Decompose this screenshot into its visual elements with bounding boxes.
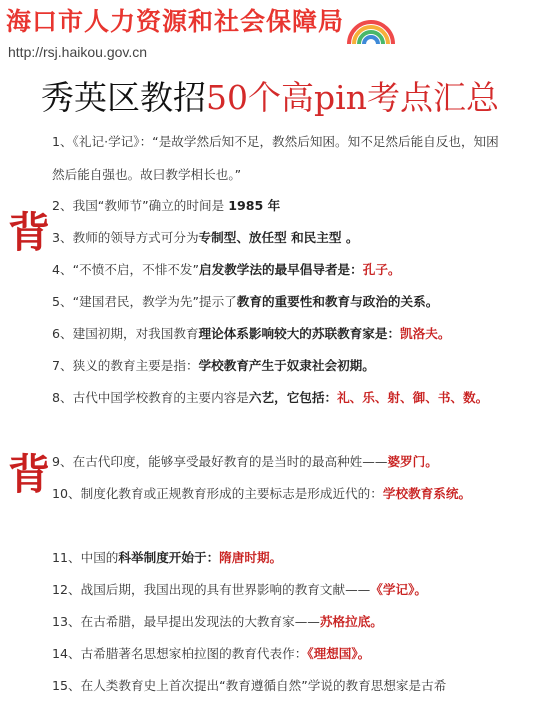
side-mark: 背 (8, 450, 51, 499)
answer-text: 孔子。 (362, 262, 401, 277)
site-url: http://rsj.haikou.gov.cn (8, 44, 148, 60)
list-item (52, 574, 502, 607)
item-text: 11、中国的 (52, 550, 119, 565)
title-part-black: 秀英区教招 (41, 78, 207, 117)
key-text: 1985 年 (228, 198, 281, 213)
answer-text: 婆罗门。 (387, 454, 438, 469)
list-item (52, 638, 502, 671)
answer-text: 凯洛夫。 (400, 326, 451, 341)
list-item (52, 446, 502, 479)
list-item (52, 254, 502, 287)
item-text: 10、制度化教育或正规教育形成的主要标志是形成近代的： (52, 486, 383, 501)
list-item (52, 670, 502, 703)
list-item (52, 126, 502, 191)
list-item (52, 190, 502, 223)
item-text: 13、在古希腊，最早提出发现法的大教育家—— (52, 614, 320, 629)
item-text: 7、狭义的教育主要是指： (52, 358, 199, 373)
answer-text: 隋唐时期。 (219, 550, 283, 565)
key-text: 专制型、放任型 和民主型 。 (198, 230, 359, 245)
rainbow-icon (345, 8, 397, 48)
key-text: 启发教学法的最早倡导者是： (199, 262, 363, 277)
key-text: 六艺，它包括： (248, 390, 338, 405)
key-text: 理论体系影响较大的苏联教育家是： (198, 326, 401, 341)
answer-text: 苏格拉底。 (319, 614, 383, 629)
list-item (52, 478, 502, 511)
list-item (52, 606, 502, 639)
item-text: 12、战国后期，我国出现的具有世界影响的教育文献—— (52, 582, 371, 597)
answer-text: 礼、乐、射、御、书、数。 (337, 390, 489, 405)
key-text: 学校教育产生于奴隶社会初期。 (198, 358, 375, 373)
list-item (52, 222, 502, 255)
item-text: 9、在古代印度，能够享受最好教育的是当时的最高种姓—— (52, 454, 388, 469)
item-text: 5、“建国君民，教学为先”提示了 (52, 294, 237, 309)
key-text: 科举制度开始于： (118, 550, 220, 565)
title-part-red: 50个高pin考点汇总 (206, 78, 499, 117)
item-text: 8、古代中国学校教育的主要内容是 (52, 390, 249, 405)
list-item (52, 542, 502, 575)
site-name: 海口市人力资源和社会保障局 (6, 7, 345, 36)
item-text: 4、“不愤不启，不悱不发” (52, 262, 199, 277)
list-item (52, 382, 502, 415)
item-text: 14、古希腊著名思想家柏拉图的教育代表作： (52, 646, 308, 661)
page-title (0, 72, 540, 119)
answer-text: 《学记》。 (370, 582, 427, 597)
side-mark: 背 (8, 208, 51, 257)
header (0, 0, 540, 122)
item-text: 3、教师的领导方式可分为 (52, 230, 199, 245)
item-text: 1、《礼记·学记》：“是故学然后知不足，教然后知困。知不足然后能自反也，知困然后能自强也。故曰教学相长也。” (52, 134, 499, 182)
key-text: 教育的重要性和教育与政治的关系。 (236, 294, 439, 309)
answer-text: 《理想国》。 (307, 646, 371, 661)
item-text: 6、建国初期，对我国教育 (52, 326, 199, 341)
item-text: 2、我国“教师节”确立的时间是 (52, 198, 229, 213)
answer-text: 学校教育系统。 (382, 486, 472, 501)
list-item (52, 350, 502, 383)
item-text: 15、在人类教育史上首次提出“教育遵循自然”学说的教育思想家是古希 (52, 678, 447, 693)
list-item (52, 286, 502, 319)
list-item (52, 318, 502, 351)
